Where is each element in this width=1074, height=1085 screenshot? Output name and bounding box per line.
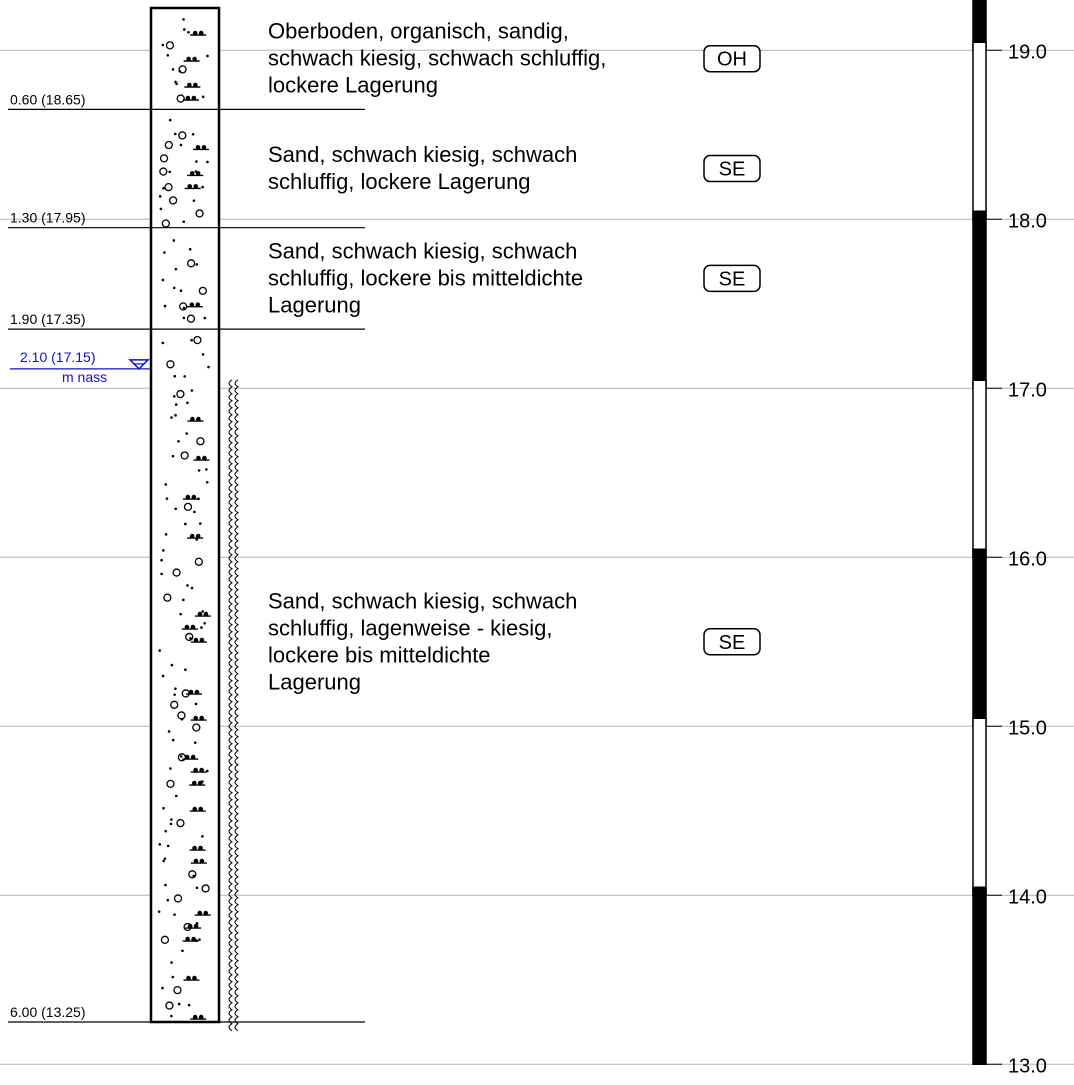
silt-mark — [198, 781, 203, 786]
silt-mark — [193, 184, 198, 189]
silt-mark — [199, 716, 204, 721]
sand-dot — [174, 687, 177, 690]
soil-code-label: SE — [718, 158, 746, 181]
silt-mark — [192, 495, 197, 500]
silt-mark — [196, 145, 201, 150]
elevation-tick-label: 17.0 — [1008, 379, 1047, 402]
sand-dot — [170, 1015, 173, 1018]
layer-description-line: lockere bis mitteldichte — [268, 642, 491, 668]
sand-dot — [201, 610, 204, 613]
silt-mark — [195, 690, 200, 695]
groundwater-note: m nass — [62, 369, 108, 385]
silt-mark — [190, 302, 195, 307]
silt-mark — [194, 924, 199, 929]
sand-dot — [186, 584, 189, 587]
sand-dot — [159, 195, 162, 198]
layer-description-line: Sand, schwach kiesig, schwach — [268, 238, 578, 264]
scale-segment — [973, 718, 986, 895]
silt-mark — [196, 302, 201, 307]
sand-dot — [173, 913, 176, 916]
silt-mark — [193, 31, 198, 36]
elevation-tick-label: 15.0 — [1008, 717, 1047, 740]
sand-dot — [180, 289, 183, 292]
elevation-tick-label: 18.0 — [1008, 210, 1047, 233]
silt-mark — [196, 534, 201, 539]
silt-mark — [185, 625, 190, 630]
sand-dot — [173, 693, 176, 696]
sand-dot — [203, 317, 206, 320]
layer-depth-label: 0.60 (18.65) — [10, 91, 86, 108]
sand-dot — [206, 481, 209, 484]
sand-dot — [168, 170, 171, 173]
sand-dot — [202, 353, 205, 356]
elevation-tick-label: 19.0 — [1008, 41, 1047, 64]
sand-dot — [196, 886, 199, 889]
silt-mark — [196, 456, 201, 461]
sand-dot — [161, 342, 164, 345]
silt-mark — [198, 612, 203, 617]
sand-dot — [190, 339, 193, 342]
elevation-scale-bar — [973, 0, 1047, 1077]
scale-segment — [973, 380, 986, 557]
silt-mark — [192, 96, 197, 101]
layer-description-line: Lagerung — [268, 669, 361, 695]
sand-dot — [164, 857, 167, 860]
sand-dot — [195, 160, 198, 163]
sand-dot — [162, 807, 165, 810]
silt-mark — [196, 171, 201, 176]
sand-dot — [172, 739, 175, 742]
sand-dot — [162, 549, 165, 552]
sand-dot — [195, 703, 198, 706]
sand-dot — [179, 613, 182, 616]
silt-mark — [204, 612, 209, 617]
sand-dot — [162, 675, 165, 678]
sand-dot — [158, 910, 161, 913]
sand-dot — [184, 523, 187, 526]
sand-dot — [174, 507, 177, 510]
silt-mark — [192, 807, 197, 812]
layer-depth-label: 1.30 (17.95) — [10, 209, 86, 226]
soil-column — [151, 8, 219, 1022]
sand-dot — [178, 1003, 181, 1006]
silt-mark — [186, 96, 191, 101]
sand-dot — [175, 268, 178, 271]
sand-dot — [196, 263, 199, 266]
sand-dot — [182, 599, 185, 602]
layer-description-line: schluffig, lagenweise - kiesig, — [268, 615, 553, 641]
silt-mark — [188, 924, 193, 929]
sand-dot — [191, 587, 194, 590]
silt-mark — [190, 171, 195, 176]
sand-dot — [164, 305, 167, 308]
wet-wave — [235, 380, 238, 1031]
sand-dot — [183, 28, 186, 31]
silt-mark — [189, 690, 194, 695]
sand-dot — [170, 416, 173, 419]
sand-dot — [205, 468, 208, 471]
elevation-tick-label: 13.0 — [1008, 1055, 1047, 1078]
layer-descriptions — [268, 19, 760, 695]
groundwater-marker — [10, 349, 150, 385]
sand-dot — [174, 414, 177, 417]
soil-code-label: SE — [718, 268, 746, 291]
sand-dot — [193, 511, 196, 514]
sand-dot — [174, 133, 177, 136]
sand-dot — [180, 144, 183, 147]
sand-dot — [158, 649, 161, 652]
sand-dot — [173, 395, 176, 398]
silt-mark — [193, 1015, 198, 1020]
silt-mark — [193, 83, 198, 88]
sand-dot — [194, 741, 197, 744]
silt-mark — [200, 859, 205, 864]
sand-dot — [175, 795, 178, 798]
silt-mark — [202, 456, 207, 461]
layer-description-line: Sand, schwach kiesig, schwach — [268, 588, 578, 614]
sand-dot — [164, 830, 167, 833]
silt-mark — [185, 755, 190, 760]
silt-mark — [200, 638, 205, 643]
sand-dot — [166, 497, 169, 500]
sand-dot — [184, 668, 187, 671]
sand-dot — [188, 1004, 191, 1007]
soil-code-label: OH — [717, 48, 747, 71]
sand-dot — [166, 899, 169, 902]
sand-dot — [160, 573, 163, 576]
sand-dot — [185, 432, 188, 435]
sand-dot — [181, 949, 184, 952]
sand-dot — [177, 440, 180, 443]
silt-mark — [190, 534, 195, 539]
sand-dot — [167, 54, 170, 57]
elevation-tick-label: 14.0 — [1008, 886, 1047, 909]
sand-dot — [171, 664, 174, 667]
sand-dot — [180, 755, 183, 758]
sand-dot — [158, 843, 161, 846]
sand-dot — [169, 119, 172, 122]
scale-segment — [973, 42, 986, 219]
sand-dot — [207, 366, 210, 369]
silt-mark — [187, 184, 192, 189]
silt-mark — [199, 768, 204, 773]
sand-dot — [169, 767, 172, 770]
sand-dot — [183, 317, 186, 320]
silt-mark — [186, 976, 191, 981]
silt-mark — [192, 781, 197, 786]
sand-dot — [191, 389, 194, 392]
sand-dot — [164, 884, 167, 887]
layer-description-line: lockere Lagerung — [268, 72, 439, 98]
sand-dot — [168, 730, 171, 733]
silt-mark — [197, 911, 202, 916]
silt-mark — [191, 625, 196, 630]
sand-dot — [203, 622, 206, 625]
sand-dot — [170, 823, 173, 826]
sand-dot — [167, 845, 170, 848]
silt-mark — [185, 937, 190, 942]
sand-dot — [163, 251, 166, 254]
silt-mark — [203, 911, 208, 916]
scale-segment — [973, 211, 986, 388]
sand-dot — [162, 279, 165, 282]
scale-segment — [973, 887, 986, 1064]
sand-dot — [206, 161, 209, 164]
sand-dot — [200, 626, 203, 629]
sand-dot — [187, 31, 190, 34]
silt-mark — [186, 495, 191, 500]
silt-mark — [198, 846, 203, 851]
sand-dot — [186, 401, 189, 404]
silt-mark — [186, 57, 191, 62]
layer-description-line: schluffig, lockere Lagerung — [268, 169, 531, 195]
sand-dot — [170, 818, 173, 821]
sand-dot — [165, 533, 168, 536]
silt-mark — [191, 755, 196, 760]
sand-dot — [160, 208, 163, 211]
sand-dot — [160, 559, 163, 562]
sand-dot — [172, 455, 175, 458]
sand-dot — [175, 83, 178, 86]
sand-dot — [192, 133, 195, 136]
wet-wave — [229, 380, 232, 1031]
sand-dot — [193, 199, 196, 202]
layer-description-line: schwach kiesig, schwach schluffig, — [268, 45, 607, 71]
sand-dot — [201, 835, 204, 838]
sand-dot — [199, 522, 202, 525]
sand-dot — [172, 68, 175, 71]
sand-dot — [162, 44, 165, 47]
silt-mark — [192, 846, 197, 851]
silt-mark — [187, 83, 192, 88]
sand-dot — [162, 860, 165, 863]
elevation-tick-label: 16.0 — [1008, 548, 1047, 571]
layer-description-line: schluffig, lockere bis mitteldichte — [268, 265, 584, 291]
silt-mark — [196, 417, 201, 422]
sand-dot — [173, 375, 176, 378]
layer-description-line: Sand, schwach kiesig, schwach — [268, 142, 578, 168]
sand-dot — [173, 287, 176, 290]
layer-description-line: Oberboden, organisch, sandig, — [268, 18, 569, 44]
sand-dot — [206, 55, 209, 58]
silt-mark — [194, 638, 199, 643]
layer-description-line: Lagerung — [268, 292, 361, 318]
sand-dot — [173, 239, 176, 242]
silt-mark — [191, 937, 196, 942]
silt-mark — [193, 768, 198, 773]
sand-dot — [183, 375, 186, 378]
silt-mark — [193, 716, 198, 721]
sand-dot — [170, 961, 173, 964]
groundwater-depth-label: 2.10 (17.15) — [20, 349, 96, 365]
silt-mark — [192, 976, 197, 981]
silt-mark — [199, 31, 204, 36]
sand-dot — [171, 976, 174, 979]
silt-mark — [199, 1015, 204, 1020]
silt-mark — [202, 145, 207, 150]
silt-mark — [190, 417, 195, 422]
sand-dot — [182, 220, 185, 223]
silt-mark — [194, 859, 199, 864]
silt-mark — [198, 807, 203, 812]
layer-depth-label: 6.00 (13.25) — [10, 1004, 86, 1020]
sand-dot — [201, 186, 204, 189]
sand-dot — [164, 483, 167, 486]
soil-code-label: SE — [718, 631, 746, 654]
sand-dot — [189, 248, 192, 251]
wet-zone-symbol — [229, 380, 238, 1031]
sand-dot — [182, 18, 185, 21]
scale-segment — [973, 549, 986, 726]
sand-dot — [175, 403, 178, 406]
sand-dot — [161, 987, 164, 990]
sand-dot — [202, 96, 205, 99]
sand-dot — [198, 469, 201, 472]
layer-depth-label: 1.90 (17.35) — [10, 311, 86, 328]
silt-mark — [192, 57, 197, 62]
